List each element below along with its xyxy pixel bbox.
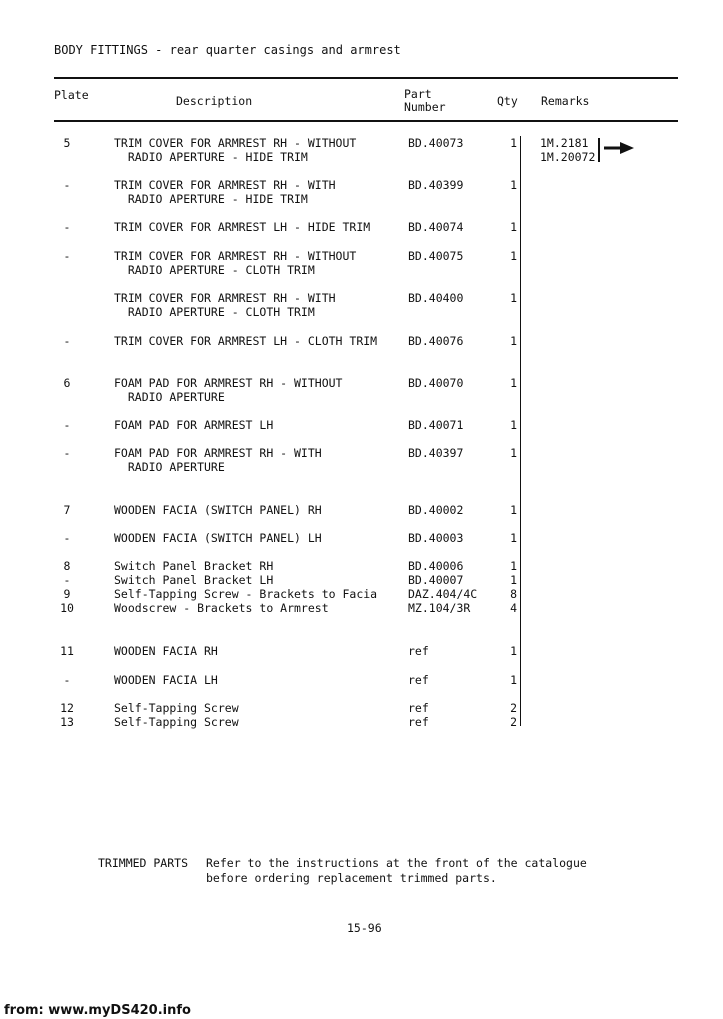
qty-cell: 1 xyxy=(510,178,517,192)
part-number-cell: BD.40397 xyxy=(408,446,464,460)
qty-cell: 1 xyxy=(510,376,517,390)
note-label: TRIMMED PARTS xyxy=(98,856,189,870)
description-cell: FOAM PAD FOR ARMREST RH - WITHOUT xyxy=(114,376,343,390)
description-cell: RADIO APERTURE - CLOTH TRIM xyxy=(114,305,315,319)
description-cell: TRIM COVER FOR ARMREST LH - CLOTH TRIM xyxy=(114,334,378,348)
description-cell: Self-Tapping Screw xyxy=(114,701,239,715)
description-cell: TRIM COVER FOR ARMREST RH - WITH xyxy=(114,178,336,192)
qty-cell: 1 xyxy=(510,220,517,234)
plate-cell: - xyxy=(63,334,71,348)
part-number-cell: DAZ.404/4C xyxy=(408,587,478,601)
plate-cell: - xyxy=(63,673,71,687)
description-cell: TRIM COVER FOR ARMREST RH - WITHOUT xyxy=(114,249,357,263)
qty-cell: 1 xyxy=(510,334,517,348)
qty-cell: 2 xyxy=(510,715,517,729)
col-header-part-2: Number xyxy=(404,100,446,114)
part-number-cell: ref xyxy=(408,715,429,729)
part-number-cell: BD.40399 xyxy=(408,178,464,192)
plate-cell: 6 xyxy=(63,376,71,390)
part-number-cell: BD.40400 xyxy=(408,291,464,305)
remark-bracket xyxy=(598,138,600,162)
part-number-cell: BD.40007 xyxy=(408,573,464,587)
page-number: 15-96 xyxy=(347,921,382,935)
description-cell: Self-Tapping Screw - Brackets to Facia xyxy=(114,587,378,601)
plate-cell: - xyxy=(63,249,71,263)
col-header-plate: Plate xyxy=(54,88,89,102)
qty-cell: 1 xyxy=(510,559,517,573)
description-cell: RADIO APERTURE - CLOTH TRIM xyxy=(114,263,315,277)
header-top-rule xyxy=(54,77,678,79)
plate-cell: 13 xyxy=(60,715,74,729)
part-number-cell: BD.40074 xyxy=(408,220,464,234)
qty-cell: 1 xyxy=(510,503,517,517)
part-number-cell: BD.40070 xyxy=(408,376,464,390)
part-number-cell: BD.40076 xyxy=(408,334,464,348)
description-cell: Switch Panel Bracket RH xyxy=(114,559,274,573)
description-cell: RADIO APERTURE - HIDE TRIM xyxy=(114,150,308,164)
qty-cell: 2 xyxy=(510,701,517,715)
source-footer: from: www.myDS420.info xyxy=(4,1003,191,1018)
plate-cell: 12 xyxy=(60,701,74,715)
part-number-cell: MZ.104/3R xyxy=(408,601,471,615)
description-cell: TRIM COVER FOR ARMREST RH - WITHOUT xyxy=(114,136,357,150)
part-number-cell: ref xyxy=(408,644,429,658)
description-cell: Self-Tapping Screw xyxy=(114,715,239,729)
note-line-2: before ordering replacement trimmed parts. xyxy=(206,871,497,885)
qty-cell: 1 xyxy=(510,249,517,263)
description-cell: FOAM PAD FOR ARMREST RH - WITH xyxy=(114,446,322,460)
plate-cell: 7 xyxy=(63,503,71,517)
qty-cell: 1 xyxy=(510,446,517,460)
plate-cell: 5 xyxy=(63,136,71,150)
plate-cell: 10 xyxy=(60,601,74,615)
page-title: BODY FITTINGS - rear quarter casings and armrest xyxy=(54,43,401,57)
part-number-cell: BD.40071 xyxy=(408,418,464,432)
qty-cell: 8 xyxy=(510,587,517,601)
plate-cell: - xyxy=(63,531,71,545)
part-number-cell: BD.40075 xyxy=(408,249,464,263)
arrow-right-icon xyxy=(604,142,634,154)
qty-cell: 1 xyxy=(510,673,517,687)
plate-cell: 8 xyxy=(63,559,71,573)
qty-cell: 4 xyxy=(510,601,517,615)
qty-cell: 1 xyxy=(510,644,517,658)
part-number-cell: BD.40006 xyxy=(408,559,464,573)
description-cell: TRIM COVER FOR ARMREST LH - HIDE TRIM xyxy=(114,220,371,234)
part-number-cell: BD.40073 xyxy=(408,136,464,150)
plate-cell: - xyxy=(63,178,71,192)
plate-cell: - xyxy=(63,573,71,587)
qty-cell: 1 xyxy=(510,573,517,587)
col-header-qty: Qty xyxy=(497,94,518,108)
description-cell: WOODEN FACIA LH xyxy=(114,673,218,687)
qty-cell: 1 xyxy=(510,136,517,150)
qty-divider xyxy=(520,136,521,726)
description-cell: FOAM PAD FOR ARMREST LH xyxy=(114,418,274,432)
description-cell: WOODEN FACIA (SWITCH PANEL) LH xyxy=(114,531,322,545)
part-number-cell: BD.40002 xyxy=(408,503,464,517)
remark-2: 1M.20072 xyxy=(540,150,596,164)
plate-cell: - xyxy=(63,418,71,432)
qty-cell: 1 xyxy=(510,291,517,305)
qty-cell: 1 xyxy=(510,418,517,432)
part-number-cell: BD.40003 xyxy=(408,531,464,545)
plate-cell: - xyxy=(63,220,71,234)
plate-cell: - xyxy=(63,446,71,460)
note-line-1: Refer to the instructions at the front of the catalogue xyxy=(206,856,587,870)
plate-cell: 9 xyxy=(63,587,71,601)
description-cell: RADIO APERTURE xyxy=(114,390,225,404)
col-header-remarks: Remarks xyxy=(541,94,590,108)
description-cell: Woodscrew - Brackets to Armrest xyxy=(114,601,329,615)
description-cell: TRIM COVER FOR ARMREST RH - WITH xyxy=(114,291,336,305)
col-header-part-1: Part xyxy=(404,87,432,101)
plate-cell: 11 xyxy=(60,644,74,658)
part-number-cell: ref xyxy=(408,673,429,687)
description-cell: Switch Panel Bracket LH xyxy=(114,573,274,587)
part-number-cell: ref xyxy=(408,701,429,715)
remark-1: 1M.2181 xyxy=(540,136,589,150)
description-cell: RADIO APERTURE xyxy=(114,460,225,474)
qty-cell: 1 xyxy=(510,531,517,545)
description-cell: RADIO APERTURE - HIDE TRIM xyxy=(114,192,308,206)
header-bottom-rule xyxy=(54,120,678,122)
description-cell: WOODEN FACIA RH xyxy=(114,644,218,658)
description-cell: WOODEN FACIA (SWITCH PANEL) RH xyxy=(114,503,322,517)
col-header-description: Description xyxy=(176,94,253,108)
